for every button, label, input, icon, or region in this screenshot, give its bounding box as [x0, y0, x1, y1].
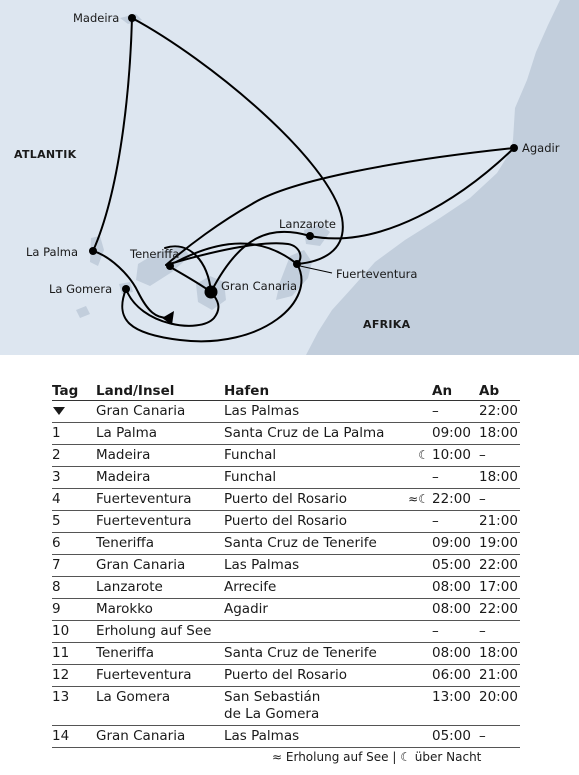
cell-icon [392, 689, 432, 723]
cell-day: 9 [52, 601, 61, 617]
cell-port-line: Puerto del Rosario [224, 513, 347, 529]
label-lanzarote: Lanzarote [279, 217, 336, 231]
port-dot-la-gomera [122, 285, 130, 293]
cell-port-line: Santa Cruz de Tenerife [224, 535, 377, 551]
cell-port [224, 447, 392, 464]
cell-port [224, 579, 392, 596]
cell-departure: 17:00 [479, 579, 518, 595]
label-agadir: Agadir [522, 141, 560, 155]
moon-icon: ☾ [418, 492, 429, 506]
header-arrival: An [432, 383, 453, 399]
cell-port-line: Agadir [224, 601, 268, 617]
waves-icon: ≈ [272, 750, 283, 764]
cell-country: Marokko [96, 601, 153, 617]
cell-icon [392, 728, 432, 745]
cell-port [224, 645, 392, 662]
cell-departure: 21:00 [479, 667, 518, 683]
cell-departure: 20:00 [479, 689, 518, 705]
header-day: Tag [52, 383, 79, 399]
label-la-palma: La Palma [26, 245, 79, 259]
cell-country: Fuerteventura [96, 667, 192, 683]
label-atlantik: ATLANTIK [14, 148, 77, 161]
cell-arrival: 09:00 [432, 425, 471, 441]
table-row [52, 643, 520, 665]
table-row [52, 533, 520, 555]
table-row [52, 687, 520, 726]
cell-country: La Gomera [96, 689, 171, 705]
cell-arrival: – [432, 623, 439, 639]
cell-departure: 22:00 [479, 601, 518, 617]
cell-departure: 19:00 [479, 535, 518, 551]
cell-arrival: 13:00 [432, 689, 471, 705]
cell-day: 2 [52, 447, 61, 463]
cell-departure: 22:00 [479, 403, 518, 419]
legend-night-label: über Nacht [414, 750, 482, 764]
cell-port-line: Santa Cruz de Tenerife [224, 645, 377, 661]
moon-icon: ☾ [418, 448, 429, 462]
label-madeira: Madeira [73, 11, 120, 25]
cell-country: Fuerteventura [96, 513, 192, 529]
cell-port [224, 623, 392, 640]
cell-port [224, 667, 392, 684]
cell-icon [392, 469, 432, 486]
label-la-gomera: La Gomera [49, 282, 113, 296]
cell-port [224, 728, 392, 745]
cell-departure: 18:00 [479, 645, 518, 661]
cell-day: 6 [52, 535, 61, 551]
cell-icon [392, 645, 432, 662]
cell-port-line: Las Palmas [224, 728, 300, 744]
cell-arrival: 08:00 [432, 601, 471, 617]
cell-port-line: Las Palmas [224, 403, 300, 419]
cell-day: 14 [52, 728, 70, 744]
label-gran-canaria: Gran Canaria [221, 279, 298, 293]
cell-port [224, 601, 392, 618]
cell-arrival: 08:00 [432, 645, 471, 661]
label-afrika: AFRIKA [363, 318, 411, 331]
cell-country: Lanzarote [96, 579, 163, 595]
cell-icon [392, 513, 432, 530]
cell-country: Madeira [96, 447, 151, 463]
triangle-down-icon [53, 407, 65, 415]
cell-departure: 18:00 [479, 469, 518, 485]
cell-country: Erholung auf See [96, 623, 212, 639]
cell-port-line: Puerto del Rosario [224, 667, 347, 683]
cell-day: 12 [52, 667, 70, 683]
cell-departure: – [479, 623, 486, 639]
cell-icon [392, 403, 432, 420]
label-teneriffa: Teneriffa [130, 247, 180, 261]
cell-day: 5 [52, 513, 61, 529]
cell-departure: 18:00 [479, 425, 518, 441]
cell-country: La Palma [96, 425, 158, 441]
port-dot-lanzarote [306, 232, 314, 240]
cell-country: Gran Canaria [96, 403, 186, 419]
cell-icon [392, 667, 432, 684]
table-row [52, 423, 520, 445]
cell-icon [392, 535, 432, 552]
cell-departure: – [479, 447, 486, 463]
table-row [52, 401, 520, 423]
cell-arrival: – [432, 513, 439, 529]
cell-arrival: 05:00 [432, 728, 471, 744]
table-row [52, 577, 520, 599]
cell-port [224, 535, 392, 552]
cell-arrival: 05:00 [432, 557, 471, 573]
moon-icon: ☾ [400, 750, 411, 764]
cell-icon [392, 623, 432, 640]
cell-port [224, 403, 392, 420]
cell-day: 8 [52, 579, 61, 595]
cell-port-line: Las Palmas [224, 557, 300, 573]
table-header [52, 377, 520, 401]
cell-day: 11 [52, 645, 70, 661]
cell-arrival: – [432, 469, 439, 485]
legend [272, 750, 481, 764]
cell-arrival: 22:00 [432, 491, 471, 507]
table-row [52, 599, 520, 621]
port-dot-madeira [128, 14, 136, 22]
cell-arrival: – [432, 403, 439, 419]
cell-departure: 21:00 [479, 513, 518, 529]
cell-port-line: Arrecife [224, 579, 277, 595]
cell-day: 4 [52, 491, 61, 507]
cell-icon [392, 579, 432, 596]
cell-country: Madeira [96, 469, 151, 485]
cell-icon [392, 601, 432, 618]
cell-arrival: 06:00 [432, 667, 471, 683]
cell-country: Gran Canaria [96, 728, 186, 744]
cell-port-line: Santa Cruz de La Palma [224, 425, 385, 441]
port-dot-fuerteventura [293, 260, 301, 268]
cell-arrival: 10:00 [432, 447, 471, 463]
port-dot-gran-canaria [205, 286, 218, 299]
route-map [0, 0, 579, 355]
cell-departure: – [479, 491, 486, 507]
table-body [52, 401, 520, 748]
waves-icon: ≈ [408, 492, 419, 506]
cell-arrival: 08:00 [432, 579, 471, 595]
cell-icon [392, 447, 432, 464]
table-row [52, 621, 520, 643]
cell-arrival: 09:00 [432, 535, 471, 551]
cell-port [224, 469, 392, 486]
port-dot-teneriffa [166, 262, 174, 270]
table-row [52, 726, 520, 748]
table-row [52, 665, 520, 687]
table-row [52, 511, 520, 533]
cell-port-line: Funchal [224, 447, 277, 463]
cell-country: Teneriffa [96, 535, 154, 551]
cell-country: Gran Canaria [96, 557, 186, 573]
cell-icon [392, 557, 432, 574]
cell-departure: – [479, 728, 486, 744]
legend-separator: | [392, 750, 397, 764]
cell-icon [392, 425, 432, 442]
header-departure: Ab [479, 383, 500, 399]
port-dot-agadir [510, 144, 518, 152]
table-row [52, 489, 520, 511]
cell-day: 13 [52, 689, 70, 705]
cell-port [224, 557, 392, 574]
cell-day: 1 [52, 425, 61, 441]
cell-country: Teneriffa [96, 645, 154, 661]
cell-day: 3 [52, 469, 61, 485]
legend-sea-label: Erholung auf See [285, 750, 389, 764]
table-row [52, 445, 520, 467]
cell-port [224, 689, 392, 723]
cell-day: 10 [52, 623, 70, 639]
cell-port [224, 513, 392, 530]
port-dot-la-palma [89, 247, 97, 255]
label-fuerteventura: Fuerteventura [336, 267, 418, 281]
cell-port-line: San Sebastián [224, 689, 321, 705]
cell-departure: 22:00 [479, 557, 518, 573]
cell-port [224, 491, 392, 508]
cell-port-line: de La Gomera [224, 706, 320, 722]
cell-day [52, 403, 96, 420]
itinerary-table [52, 377, 520, 748]
cell-day: 7 [52, 557, 61, 573]
cell-port [224, 425, 392, 442]
table-row [52, 555, 520, 577]
cell-port-line: Puerto del Rosario [224, 491, 347, 507]
header-country: Land/Insel [96, 383, 175, 399]
cell-port-line: Funchal [224, 469, 277, 485]
cell-country: Fuerteventura [96, 491, 192, 507]
table-row [52, 467, 520, 489]
header-port: Hafen [224, 383, 270, 399]
cell-icon [392, 491, 432, 508]
